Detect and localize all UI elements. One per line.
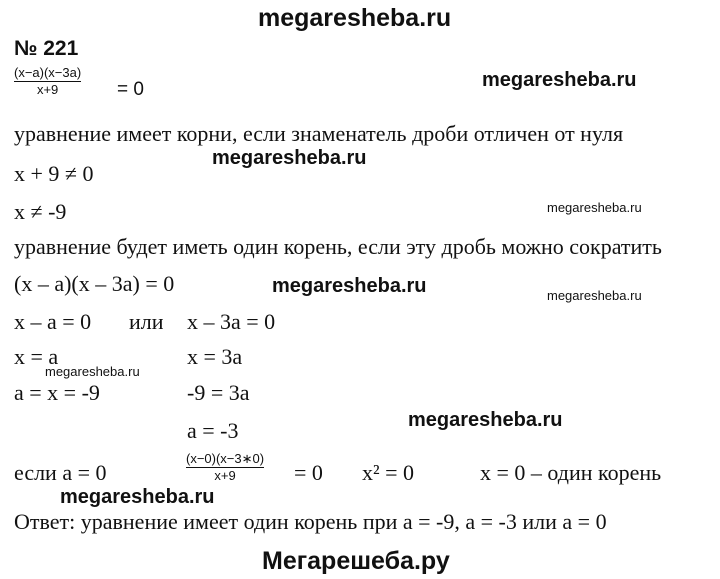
math-line: x² = 0: [362, 460, 415, 485]
watermark-top: megaresheba.ru: [258, 4, 452, 32]
equation-equals: = 0: [117, 79, 144, 100]
math-line: или: [129, 309, 164, 334]
watermark: megaresheba.ru: [547, 288, 642, 303]
watermark: megaresheba.ru: [408, 409, 563, 431]
watermark-bottom: Мегарешеба.ру: [262, 547, 450, 575]
math-line: x ≠ -9: [14, 199, 67, 224]
watermark: megaresheba.ru: [212, 147, 367, 169]
equation-fraction: [14, 66, 81, 98]
watermark: megaresheba.ru: [60, 486, 215, 508]
fraction-numerator: (x−0)(x−3∗0): [186, 451, 265, 466]
math-line: x – 3a = 0: [187, 309, 276, 334]
equation-denominator: x+9: [36, 82, 59, 98]
math-line: x = a: [14, 344, 59, 369]
text-line: уравнение будет иметь один корень, если эту дробь можно сократить: [14, 234, 662, 259]
math-line: если a = 0: [14, 460, 107, 485]
equation-numerator: (x−a)(x−3a): [14, 65, 82, 80]
math-line: x = 0 – один корень: [480, 460, 662, 485]
watermark: megaresheba.ru: [272, 275, 427, 297]
math-line: -9 = 3a: [187, 380, 250, 405]
math-line: a = -3: [187, 418, 239, 443]
math-line: a = x = -9: [14, 380, 100, 405]
math-line: x = 3a: [187, 344, 243, 369]
answer-line: Ответ: уравнение имеет один корень при a = -9, a = -3 или a = 0: [14, 509, 607, 534]
watermark: megaresheba.ru: [45, 364, 140, 379]
watermark: megaresheba.ru: [547, 200, 642, 215]
math-line: x – a = 0: [14, 309, 92, 334]
problem-number: № 221: [14, 37, 79, 60]
fraction-denominator: x+9: [214, 468, 236, 484]
math-line: (x – a)(x – 3a) = 0: [14, 271, 175, 296]
math-line: x + 9 ≠ 0: [14, 161, 94, 186]
math-line: = 0: [294, 460, 323, 485]
text-line: уравнение имеет корни, если знаменатель дроби отличен от нуля: [14, 121, 624, 146]
fraction-substitution: [186, 452, 264, 484]
watermark: megaresheba.ru: [482, 69, 637, 91]
